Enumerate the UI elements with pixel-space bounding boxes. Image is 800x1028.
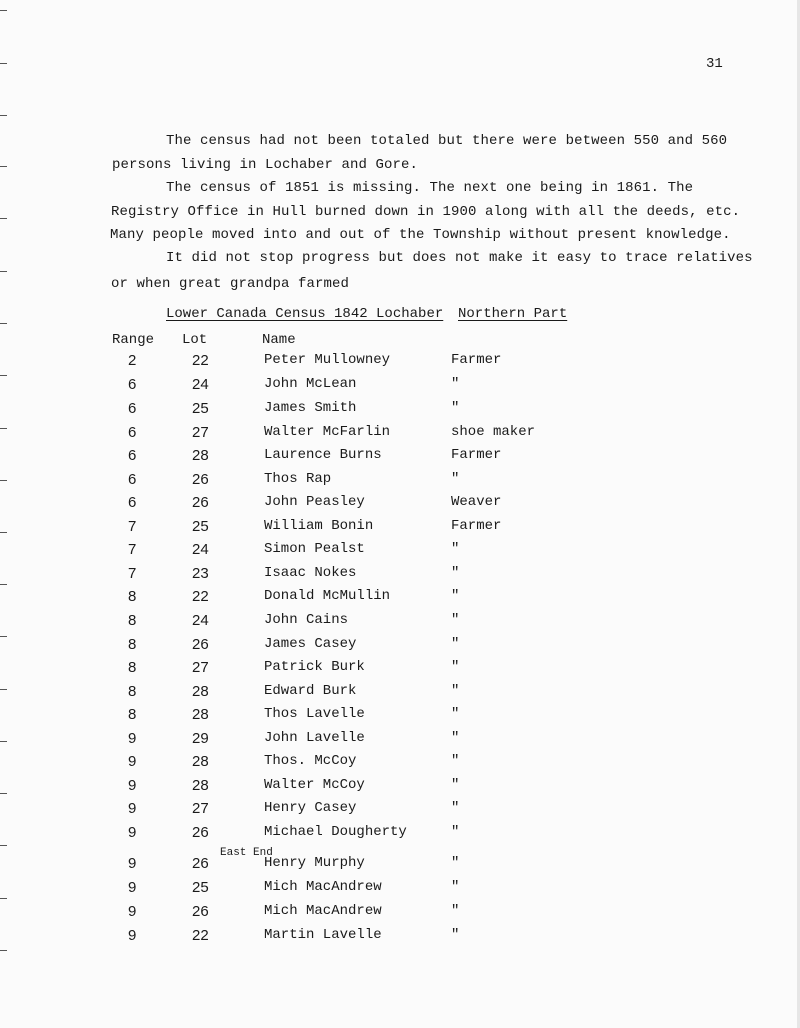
paragraph-line: Many people moved into and out of the Township without present knowledge. [110,227,731,243]
table-row [0,636,800,658]
cell-occupation: Farmer [451,352,502,368]
cell-occupation: " [451,824,460,840]
cell-name: Walter McCoy [264,777,365,793]
paragraph-line: Registry Office in Hull burned down in 1900 along with all the deeds, etc. [111,204,741,220]
cell-range: 8 [128,659,137,676]
cell-range: 6 [128,471,137,488]
column-header-range: Range [112,332,155,348]
table-row [0,879,800,901]
cell-range: 9 [128,753,137,770]
cell-name: Martin Lavelle [264,927,382,943]
table-row [0,800,800,822]
cell-name: William Bonin [264,518,374,534]
margin-tick [0,166,7,167]
cell-range: 9 [128,855,137,872]
cell-range: 8 [128,636,137,653]
cell-occupation: " [451,659,460,675]
cell-occupation: " [451,753,460,769]
cell-name: Thos. McCoy [264,753,357,769]
table-row [0,447,800,469]
cell-range: 9 [128,903,137,920]
cell-range: 8 [128,588,137,605]
cell-occupation: " [451,730,460,746]
table-row [0,824,800,846]
table-row [0,927,800,949]
cell-name: Thos Lavelle [264,706,365,722]
cell-range: 8 [128,612,137,629]
cell-name: Mich MacAndrew [264,903,382,919]
table-row [0,376,800,398]
cell-lot: 26 [192,494,209,511]
cell-lot: 26 [192,855,209,872]
column-header-name: Name [262,332,296,348]
cell-name: Isaac Nokes [264,565,357,581]
cell-name: Donald McMullin [264,588,391,604]
cell-occupation: " [451,471,460,487]
margin-tick [0,115,7,116]
table-row [0,494,800,516]
table-row [0,565,800,587]
cell-lot: 27 [192,424,209,441]
cell-name: John Peasley [264,494,365,510]
table-row [0,903,800,925]
cell-name: Henry Casey [264,800,357,816]
cell-occupation: " [451,855,460,871]
table-row [0,541,800,563]
paragraph-line: or when great grandpa farmed [111,276,350,292]
paragraph-line: It did not stop progress but does not make it easy to trace relatives [166,250,753,266]
table-row [0,659,800,681]
cell-occupation: " [451,683,460,699]
table-row [0,612,800,634]
cell-lot: 25 [192,518,209,535]
cell-lot: 22 [192,588,209,605]
cell-lot: 22 [192,352,209,369]
cell-range: 9 [128,927,137,944]
cell-range: 6 [128,447,137,464]
cell-range: 9 [128,824,137,841]
margin-tick [0,271,7,272]
margin-tick [0,63,7,64]
cell-range: 7 [128,565,137,582]
cell-name: John Lavelle [264,730,365,746]
cell-occupation: " [451,800,460,816]
table-row [0,588,800,610]
cell-range: 9 [128,800,137,817]
page-number: 31 [706,56,723,72]
cell-lot: 26 [192,903,209,920]
table-row [0,706,800,728]
table-row [0,471,800,493]
cell-occupation: " [451,903,460,919]
cell-occupation: " [451,879,460,895]
cell-lot: 23 [192,565,209,582]
cell-lot: 28 [192,447,209,464]
cell-occupation: " [451,376,460,392]
cell-lot: 26 [192,636,209,653]
paragraph-line: The census had not been totaled but there were between 550 and 560 [166,133,728,149]
cell-name: Henry Murphy [264,855,365,871]
cell-name: Walter McFarlin [264,424,391,440]
cell-range: 9 [128,777,137,794]
cell-occupation: " [451,636,460,652]
cell-lot: 26 [192,824,209,841]
cell-lot: 28 [192,777,209,794]
cell-occupation: Farmer [451,447,502,463]
cell-range: 8 [128,706,137,723]
table-row [0,847,800,877]
cell-name: Simon Pealst [264,541,365,557]
cell-name: John Cains [264,612,349,628]
margin-tick [0,218,7,219]
table-row [0,400,800,422]
margin-tick [0,323,7,324]
cell-lot: 28 [192,683,209,700]
census-table-title: Lower Canada Census 1842 Lochaber [166,306,444,322]
cell-lot: 22 [192,927,209,944]
table-row [0,518,800,540]
cell-name: Patrick Burk [264,659,365,675]
cell-lot: 25 [192,879,209,896]
cell-occupation: shoe maker [451,424,536,440]
cell-occupation: Farmer [451,518,502,534]
table-row [0,730,800,752]
table-row [0,424,800,446]
table-row [0,753,800,775]
cell-name: Peter Mullowney [264,352,391,368]
cell-range: 7 [128,518,137,535]
paragraph-line: The census of 1851 is missing. The next one being in 1861. The [166,180,694,196]
cell-name: John McLean [264,376,357,392]
table-row [0,352,800,374]
margin-tick [0,10,7,11]
cell-name: Thos Rap [264,471,332,487]
cell-name: James Casey [264,636,357,652]
cell-range: 8 [128,683,137,700]
cell-lot: 27 [192,659,209,676]
cell-name: Laurence Burns [264,447,382,463]
cell-range: 7 [128,541,137,558]
table-row [0,683,800,705]
cell-range: 6 [128,424,137,441]
cell-lot: 26 [192,471,209,488]
cell-occupation: " [451,541,460,557]
cell-lot: 29 [192,730,209,747]
cell-lot: 25 [192,400,209,417]
table-row [0,777,800,799]
cell-name: Edward Burk [264,683,357,699]
cell-lot: 27 [192,800,209,817]
cell-lot-note: East End [220,847,273,859]
paragraph-line: persons living in Lochaber and Gore. [112,157,419,173]
cell-range: 9 [128,879,137,896]
cell-name: Michael Dougherty [264,824,407,840]
cell-lot: 28 [192,706,209,723]
margin-tick [0,950,7,951]
cell-occupation: " [451,706,460,722]
cell-lot: 28 [192,753,209,770]
cell-occupation: " [451,588,460,604]
cell-range: 6 [128,376,137,393]
cell-lot: 24 [192,541,209,558]
cell-occupation: " [451,927,460,943]
cell-name: James Smith [264,400,357,416]
cell-lot: 24 [192,376,209,393]
column-header-lot: Lot [182,332,208,348]
cell-range: 2 [128,352,137,369]
cell-range: 6 [128,400,137,417]
cell-occupation: " [451,777,460,793]
census-table-part: Northern Part [458,306,568,322]
cell-lot: 24 [192,612,209,629]
cell-occupation: " [451,400,460,416]
cell-range: 9 [128,730,137,747]
cell-occupation: " [451,612,460,628]
cell-occupation: " [451,565,460,581]
cell-name: Mich MacAndrew [264,879,382,895]
cell-occupation: Weaver [451,494,502,510]
cell-range: 6 [128,494,137,511]
